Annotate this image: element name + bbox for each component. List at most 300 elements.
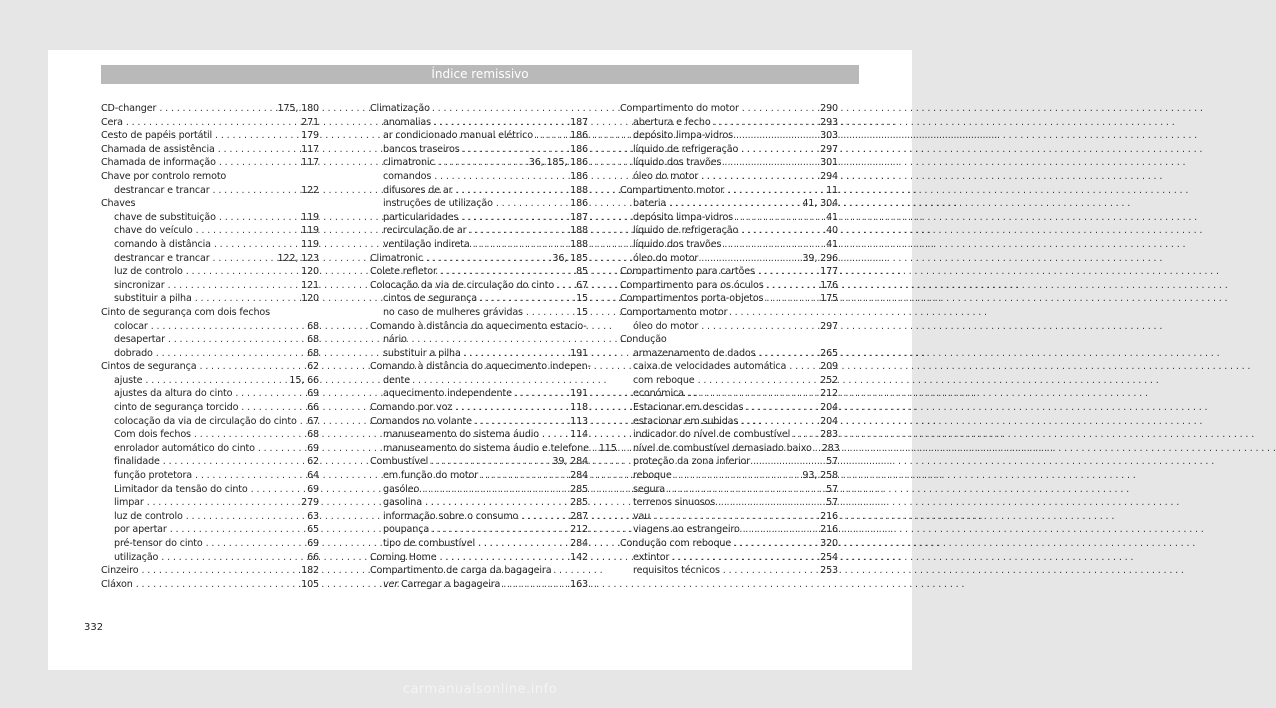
dot-leader bbox=[210, 184, 302, 198]
index-subentry bbox=[620, 374, 838, 388]
index-subentry bbox=[370, 129, 588, 143]
dot-leader bbox=[452, 401, 570, 415]
index-subentry bbox=[101, 265, 319, 279]
entry-term: estacionar em subidas bbox=[633, 415, 739, 427]
entry-term: Chamada de assistência bbox=[101, 143, 215, 155]
entry-page-ref: 186 bbox=[570, 198, 588, 210]
index-subentry bbox=[101, 455, 319, 469]
entry-page-ref: 284 bbox=[570, 538, 588, 549]
entry-term: recirculação de ar bbox=[383, 225, 467, 237]
dot-leader bbox=[666, 197, 802, 211]
index-subentry bbox=[370, 523, 588, 537]
dot-leader bbox=[755, 265, 820, 279]
dot-leader bbox=[428, 455, 552, 469]
index-subentry bbox=[370, 197, 588, 211]
index-subentry bbox=[620, 428, 838, 442]
dot-leader bbox=[721, 238, 826, 252]
index-subentry bbox=[370, 333, 588, 347]
entry-term: Comportamento motor bbox=[620, 306, 728, 318]
entry-term: substituir a pilha bbox=[114, 293, 192, 305]
entry-page-ref: 188 bbox=[570, 225, 588, 237]
dot-leader bbox=[665, 483, 826, 497]
entry-term: requisitos técnicos bbox=[633, 565, 720, 577]
document-page bbox=[48, 50, 912, 670]
dot-leader bbox=[210, 252, 278, 266]
index-entry bbox=[370, 279, 588, 293]
index-subentry bbox=[101, 387, 319, 401]
page-header: Índice remissivo bbox=[101, 65, 859, 84]
entry-page-ref: 69 bbox=[307, 538, 319, 549]
entry-page-ref: 64 bbox=[307, 470, 319, 482]
index-subentry bbox=[620, 211, 838, 225]
entry-page-ref: 69 bbox=[307, 442, 319, 454]
index-subentry bbox=[101, 333, 319, 347]
entry-page-ref: 188 bbox=[570, 238, 588, 250]
dot-leader bbox=[422, 496, 570, 510]
index-subentry bbox=[370, 306, 588, 320]
index-subentry bbox=[370, 143, 588, 157]
entry-term: Comando à distância do aquecimento estacio- bbox=[370, 320, 587, 332]
dot-leader bbox=[711, 116, 821, 130]
entry-page-ref: 175, 180 bbox=[277, 103, 319, 114]
entry-page-ref: 66 bbox=[307, 402, 319, 414]
dot-leader bbox=[698, 320, 820, 334]
dot-leader bbox=[165, 333, 307, 347]
entry-term: anomalias bbox=[383, 116, 431, 128]
entry-page-ref: 15 bbox=[576, 293, 588, 305]
dot-leader bbox=[211, 238, 301, 252]
entry-page-ref: 15 bbox=[576, 306, 588, 318]
entry-term: função protetora bbox=[114, 470, 193, 482]
entry-term: climatronic bbox=[383, 157, 435, 169]
entry-term: com reboque bbox=[633, 374, 695, 386]
index-subentry bbox=[370, 496, 588, 510]
index-subentry bbox=[370, 347, 588, 361]
entry-page-ref: 57 bbox=[826, 497, 838, 509]
index-entry bbox=[101, 170, 319, 184]
entry-page-ref: 120 bbox=[301, 266, 319, 278]
dot-leader bbox=[669, 551, 820, 565]
dot-leader bbox=[142, 374, 289, 388]
entry-term: instruções de utilização bbox=[383, 198, 493, 210]
entry-term: abertura e fecho bbox=[633, 116, 711, 128]
entry-term: Colete refletor bbox=[370, 266, 437, 278]
entry-term: Cláxon bbox=[101, 578, 133, 590]
index-subentry bbox=[620, 252, 838, 266]
dot-leader bbox=[153, 347, 307, 361]
entry-term: comando à distância bbox=[114, 238, 211, 250]
index-subentry bbox=[370, 428, 588, 442]
dot-leader bbox=[812, 442, 822, 456]
entry-term: depósito limpa-vidros bbox=[633, 130, 734, 142]
index-subentry bbox=[101, 238, 319, 252]
index-subentry bbox=[101, 442, 319, 456]
see-reference-label: ver bbox=[383, 578, 399, 590]
entry-page-ref: 204 bbox=[820, 415, 838, 427]
dot-leader bbox=[255, 442, 307, 456]
dot-leader bbox=[148, 320, 307, 334]
entry-page-ref: 114 bbox=[570, 429, 588, 441]
entry-page-ref: 62 bbox=[307, 361, 319, 373]
dot-leader bbox=[138, 564, 301, 578]
entry-page-ref: 204 bbox=[820, 402, 838, 414]
index-subentry bbox=[101, 483, 319, 497]
entry-term: Compartimento de carga da bagageira bbox=[370, 565, 552, 577]
index-subentry bbox=[101, 523, 319, 537]
entry-term: Comando à distância do aquecimento indepen- bbox=[370, 361, 591, 373]
index-subentry bbox=[620, 129, 838, 143]
index-subentry bbox=[370, 170, 588, 184]
entry-term: ajustes da altura do cinto bbox=[114, 388, 233, 400]
index-subentry bbox=[101, 292, 319, 306]
entry-term: Estacionar em descidas bbox=[633, 402, 744, 414]
dot-leader bbox=[470, 238, 570, 252]
index-entry bbox=[620, 279, 838, 293]
entry-page-ref: 68 bbox=[307, 347, 319, 359]
entry-term: Chamada de informação bbox=[101, 157, 216, 169]
page-number: 332 bbox=[84, 622, 104, 633]
index-subentry bbox=[620, 360, 838, 374]
index-entry bbox=[101, 156, 319, 170]
index-subentry bbox=[370, 483, 588, 497]
entry-page-ref: 93, 258 bbox=[802, 470, 838, 482]
entry-term: Carregar a bagageira bbox=[400, 578, 501, 590]
entry-term: destrancar e trancar bbox=[114, 184, 210, 196]
entry-page-ref: 39, 284 bbox=[552, 456, 588, 468]
dot-leader bbox=[165, 279, 302, 293]
entry-page-ref: 117 bbox=[301, 157, 319, 169]
dot-leader bbox=[466, 224, 570, 238]
index-subentry bbox=[370, 374, 588, 388]
entry-term: líquido de refrigeração bbox=[633, 143, 739, 155]
dot-leader bbox=[684, 387, 820, 401]
entry-page-ref: 294 bbox=[820, 170, 838, 182]
entry-page-ref: 186 bbox=[570, 170, 588, 182]
index-subentry bbox=[620, 510, 838, 524]
index-subentry bbox=[370, 469, 588, 483]
entry-page-ref: 122, 123 bbox=[277, 252, 319, 264]
dot-leader bbox=[431, 170, 570, 184]
index-subentry bbox=[101, 551, 319, 565]
index-entry bbox=[370, 455, 588, 469]
dot-leader bbox=[740, 523, 820, 537]
entry-term: económica bbox=[633, 388, 684, 400]
entry-term: Condução bbox=[620, 334, 667, 346]
dot-leader bbox=[160, 455, 307, 469]
entry-page-ref: 290 bbox=[820, 103, 838, 114]
entry-page-ref: 62 bbox=[307, 456, 319, 468]
entry-page-ref: 41 bbox=[826, 238, 838, 250]
index-subentry bbox=[620, 197, 838, 211]
entry-page-ref: 179 bbox=[301, 130, 319, 142]
entry-page-ref: 68 bbox=[307, 429, 319, 441]
entry-term: informação sobre o consumo bbox=[383, 510, 519, 522]
dot-leader bbox=[720, 564, 820, 578]
dot-leader bbox=[133, 578, 301, 592]
entry-term: Condução com reboque bbox=[620, 538, 732, 549]
index-subentry bbox=[101, 184, 319, 198]
index-entry bbox=[370, 401, 588, 415]
index-subentry bbox=[620, 143, 838, 157]
entry-term: segura bbox=[633, 483, 665, 495]
dot-leader bbox=[512, 387, 570, 401]
entry-term: armazenamento de dados bbox=[633, 347, 756, 359]
index-subentry bbox=[620, 442, 838, 456]
entry-term: cinto de segurança torcido bbox=[114, 402, 239, 414]
entry-page-ref: 120 bbox=[301, 293, 319, 305]
dot-leader bbox=[738, 415, 820, 429]
index-subentry bbox=[101, 415, 319, 429]
entry-page-ref: 284 bbox=[570, 470, 588, 482]
entry-term: destrancar e trancar bbox=[114, 252, 210, 264]
entry-page-ref: 297 bbox=[820, 320, 838, 332]
entry-page-ref: 191 bbox=[570, 347, 588, 359]
entry-term: Limitador da tensão do cinto bbox=[114, 483, 248, 495]
entry-term: Compartimentos porta-objetos bbox=[620, 293, 764, 305]
dot-leader bbox=[248, 483, 307, 497]
entry-page-ref: 212 bbox=[570, 524, 588, 536]
dot-leader bbox=[738, 143, 820, 157]
entry-page-ref: 67 bbox=[307, 415, 319, 427]
entry-page-ref: 216 bbox=[820, 524, 838, 536]
index-column-3 bbox=[620, 102, 838, 578]
entry-page-ref: 15, 66 bbox=[289, 374, 319, 386]
dot-leader bbox=[738, 224, 826, 238]
entry-page-ref: 252 bbox=[820, 374, 838, 386]
entry-term: reboque bbox=[633, 470, 672, 482]
index-entry bbox=[101, 143, 319, 157]
index-subentry bbox=[101, 428, 319, 442]
index-entry bbox=[620, 306, 838, 320]
dot-leader bbox=[743, 401, 820, 415]
entry-page-ref: 175 bbox=[820, 293, 838, 305]
index-subentry bbox=[620, 496, 838, 510]
entry-term: nível de combustível demasiado baixo bbox=[633, 442, 812, 454]
entry-page-ref: 67 bbox=[576, 279, 588, 291]
dot-leader bbox=[698, 252, 802, 266]
dot-leader bbox=[419, 483, 570, 497]
entry-page-ref: 297 bbox=[820, 143, 838, 155]
entry-page-ref: 303 bbox=[820, 130, 838, 142]
entry-term: luz de controlo bbox=[114, 510, 183, 522]
entry-page-ref: 57 bbox=[826, 456, 838, 468]
index-subentry bbox=[620, 469, 838, 483]
index-entry bbox=[370, 415, 588, 429]
dot-leader bbox=[297, 415, 307, 429]
entry-term: Cintos de segurança bbox=[101, 361, 197, 373]
entry-term: extintor bbox=[633, 551, 670, 563]
dot-leader bbox=[232, 387, 307, 401]
entry-term: Climatronic bbox=[370, 252, 423, 264]
index-column-2 bbox=[370, 102, 617, 591]
entry-page-ref: 68 bbox=[307, 334, 319, 346]
index-column-1 bbox=[101, 102, 319, 591]
entry-page-ref: 41 bbox=[826, 211, 838, 223]
entry-page-ref: 209 bbox=[820, 361, 838, 373]
entry-page-ref: 65 bbox=[307, 524, 319, 536]
entry-term: desapertar bbox=[114, 334, 165, 346]
index-subentry bbox=[620, 415, 838, 429]
index-entry bbox=[101, 129, 319, 143]
entry-page-ref: 271 bbox=[301, 116, 319, 128]
dot-leader bbox=[539, 428, 570, 442]
dot-leader bbox=[739, 102, 820, 116]
dot-leader bbox=[786, 360, 820, 374]
dot-leader bbox=[216, 211, 301, 225]
index-subentry bbox=[620, 551, 838, 565]
entry-term: depósito limpa-vidros bbox=[633, 211, 734, 223]
index-subentry bbox=[101, 496, 319, 510]
dot-leader bbox=[216, 156, 301, 170]
entry-term: Chave por controlo remoto bbox=[101, 170, 227, 182]
dot-leader bbox=[458, 211, 570, 225]
dot-leader bbox=[423, 252, 552, 266]
entry-term: Com dois fechos bbox=[114, 429, 191, 441]
entry-page-ref: 212 bbox=[820, 388, 838, 400]
dot-leader bbox=[475, 537, 570, 551]
entry-page-ref: 188 bbox=[570, 184, 588, 196]
dot-leader bbox=[500, 578, 570, 592]
entry-page-ref: 119 bbox=[301, 211, 319, 223]
entry-term: óleo do motor bbox=[633, 170, 699, 182]
entry-term: ajuste bbox=[114, 374, 143, 386]
entry-term: comandos bbox=[383, 170, 432, 182]
index-subentry bbox=[101, 252, 319, 266]
index-entry bbox=[370, 252, 588, 266]
entry-term: Compartimento motor bbox=[620, 184, 725, 196]
entry-term: chave do veículo bbox=[114, 225, 193, 237]
index-subentry bbox=[370, 211, 588, 225]
entry-term: caixa de velocidades automática bbox=[633, 361, 787, 373]
entry-page-ref: 36, 185 bbox=[552, 252, 588, 264]
index-subentry bbox=[101, 279, 319, 293]
entry-term: Comandos no volante bbox=[370, 415, 472, 427]
entry-term: luz de controlo bbox=[114, 266, 183, 278]
dot-leader bbox=[477, 292, 576, 306]
dot-leader bbox=[183, 265, 301, 279]
index-subentry bbox=[101, 374, 319, 388]
dot-leader bbox=[750, 455, 826, 469]
dot-leader bbox=[215, 143, 301, 157]
index-entry bbox=[101, 578, 319, 592]
dot-leader bbox=[493, 197, 570, 211]
entry-page-ref: 122 bbox=[301, 184, 319, 196]
entry-page-ref: 186 bbox=[570, 130, 588, 142]
dot-leader bbox=[554, 279, 576, 293]
index-subentry bbox=[370, 184, 588, 198]
entry-page-ref: 182 bbox=[301, 565, 319, 577]
index-subentry bbox=[101, 510, 319, 524]
entry-term: Cinto de segurança com dois fechos bbox=[101, 306, 270, 318]
index-entry bbox=[620, 292, 838, 306]
dot-leader bbox=[672, 469, 803, 483]
entry-term: ventilação indireta bbox=[383, 238, 470, 250]
entry-page-ref: 176 bbox=[820, 279, 838, 291]
entry-page-ref: 279 bbox=[301, 497, 319, 509]
entry-term: líquido dos travões bbox=[633, 157, 722, 169]
entry-term: no caso de mulheres grávidas bbox=[383, 306, 523, 318]
index-subentry bbox=[370, 510, 588, 524]
entry-page-ref: 163 bbox=[570, 578, 588, 590]
dot-leader bbox=[156, 102, 277, 116]
dot-leader bbox=[518, 510, 570, 524]
entry-page-ref: 118 bbox=[570, 402, 588, 414]
dot-leader bbox=[472, 415, 570, 429]
index-entry bbox=[620, 265, 838, 279]
entry-page-ref: 320 bbox=[820, 538, 838, 549]
dot-leader bbox=[724, 184, 826, 198]
index-subentry bbox=[370, 292, 588, 306]
index-entry bbox=[370, 102, 588, 116]
dot-leader bbox=[764, 279, 821, 293]
entry-term: limpar bbox=[114, 497, 144, 509]
entry-term: Chaves bbox=[101, 198, 136, 210]
entry-page-ref: 283 bbox=[821, 442, 840, 454]
dot-leader bbox=[731, 537, 820, 551]
entry-page-ref: 85 bbox=[576, 266, 588, 278]
entry-term: Compartimento para cartões bbox=[620, 266, 755, 278]
entry-page-ref: 113 bbox=[570, 415, 588, 427]
dot-leader bbox=[196, 360, 307, 374]
index-subentry bbox=[620, 483, 838, 497]
entry-page-ref: 117 bbox=[301, 143, 319, 155]
entry-page-ref: 187 bbox=[570, 211, 588, 223]
index-entry bbox=[370, 564, 588, 578]
entry-page-ref: 105 bbox=[301, 578, 319, 590]
entry-term: Colocação da via de circulação do cinto bbox=[370, 279, 555, 291]
entry-term: dobrado bbox=[114, 347, 153, 359]
dot-leader bbox=[158, 551, 307, 565]
dot-leader bbox=[436, 551, 570, 565]
index-subentry bbox=[620, 320, 838, 334]
index-subentry bbox=[620, 347, 838, 361]
dot-leader bbox=[435, 156, 529, 170]
entry-page-ref: 254 bbox=[820, 551, 838, 563]
index-entry bbox=[620, 537, 838, 551]
dot-leader bbox=[192, 292, 301, 306]
entry-term: bancos traseiros bbox=[383, 143, 460, 155]
entry-term: chave de substituição bbox=[114, 211, 216, 223]
dot-leader bbox=[755, 347, 820, 361]
index-subentry bbox=[101, 320, 319, 334]
entry-term: manuseamento do sistema áudio bbox=[383, 429, 540, 441]
entry-page-ref: 265 bbox=[820, 347, 838, 359]
index-subentry bbox=[620, 387, 838, 401]
entry-term: Coming Home bbox=[370, 551, 437, 563]
entry-term: gasolina bbox=[383, 497, 422, 509]
entry-term: indicador do nível de combustível bbox=[633, 429, 791, 441]
index-subentry bbox=[370, 156, 588, 170]
dot-leader bbox=[589, 442, 599, 456]
index-entry bbox=[370, 265, 588, 279]
entry-term: Cesto de papéis portátil bbox=[101, 130, 213, 142]
entry-term: líquido dos travões bbox=[633, 238, 722, 250]
entry-term: cintos de segurança bbox=[383, 293, 478, 305]
dot-leader bbox=[167, 523, 307, 537]
index-subentry bbox=[620, 116, 838, 130]
index-entry bbox=[101, 102, 319, 116]
dot-leader bbox=[183, 510, 307, 524]
dot-leader bbox=[523, 306, 576, 320]
index-entry bbox=[620, 333, 838, 347]
entry-page-ref: 121 bbox=[301, 279, 319, 291]
dot-leader bbox=[733, 211, 826, 225]
entry-page-ref: 66 bbox=[307, 551, 319, 563]
entry-page-ref: 186 bbox=[570, 143, 588, 155]
entry-term: enrolador automático do cinto bbox=[114, 442, 255, 454]
dot-leader bbox=[429, 523, 570, 537]
dot-leader bbox=[191, 428, 307, 442]
